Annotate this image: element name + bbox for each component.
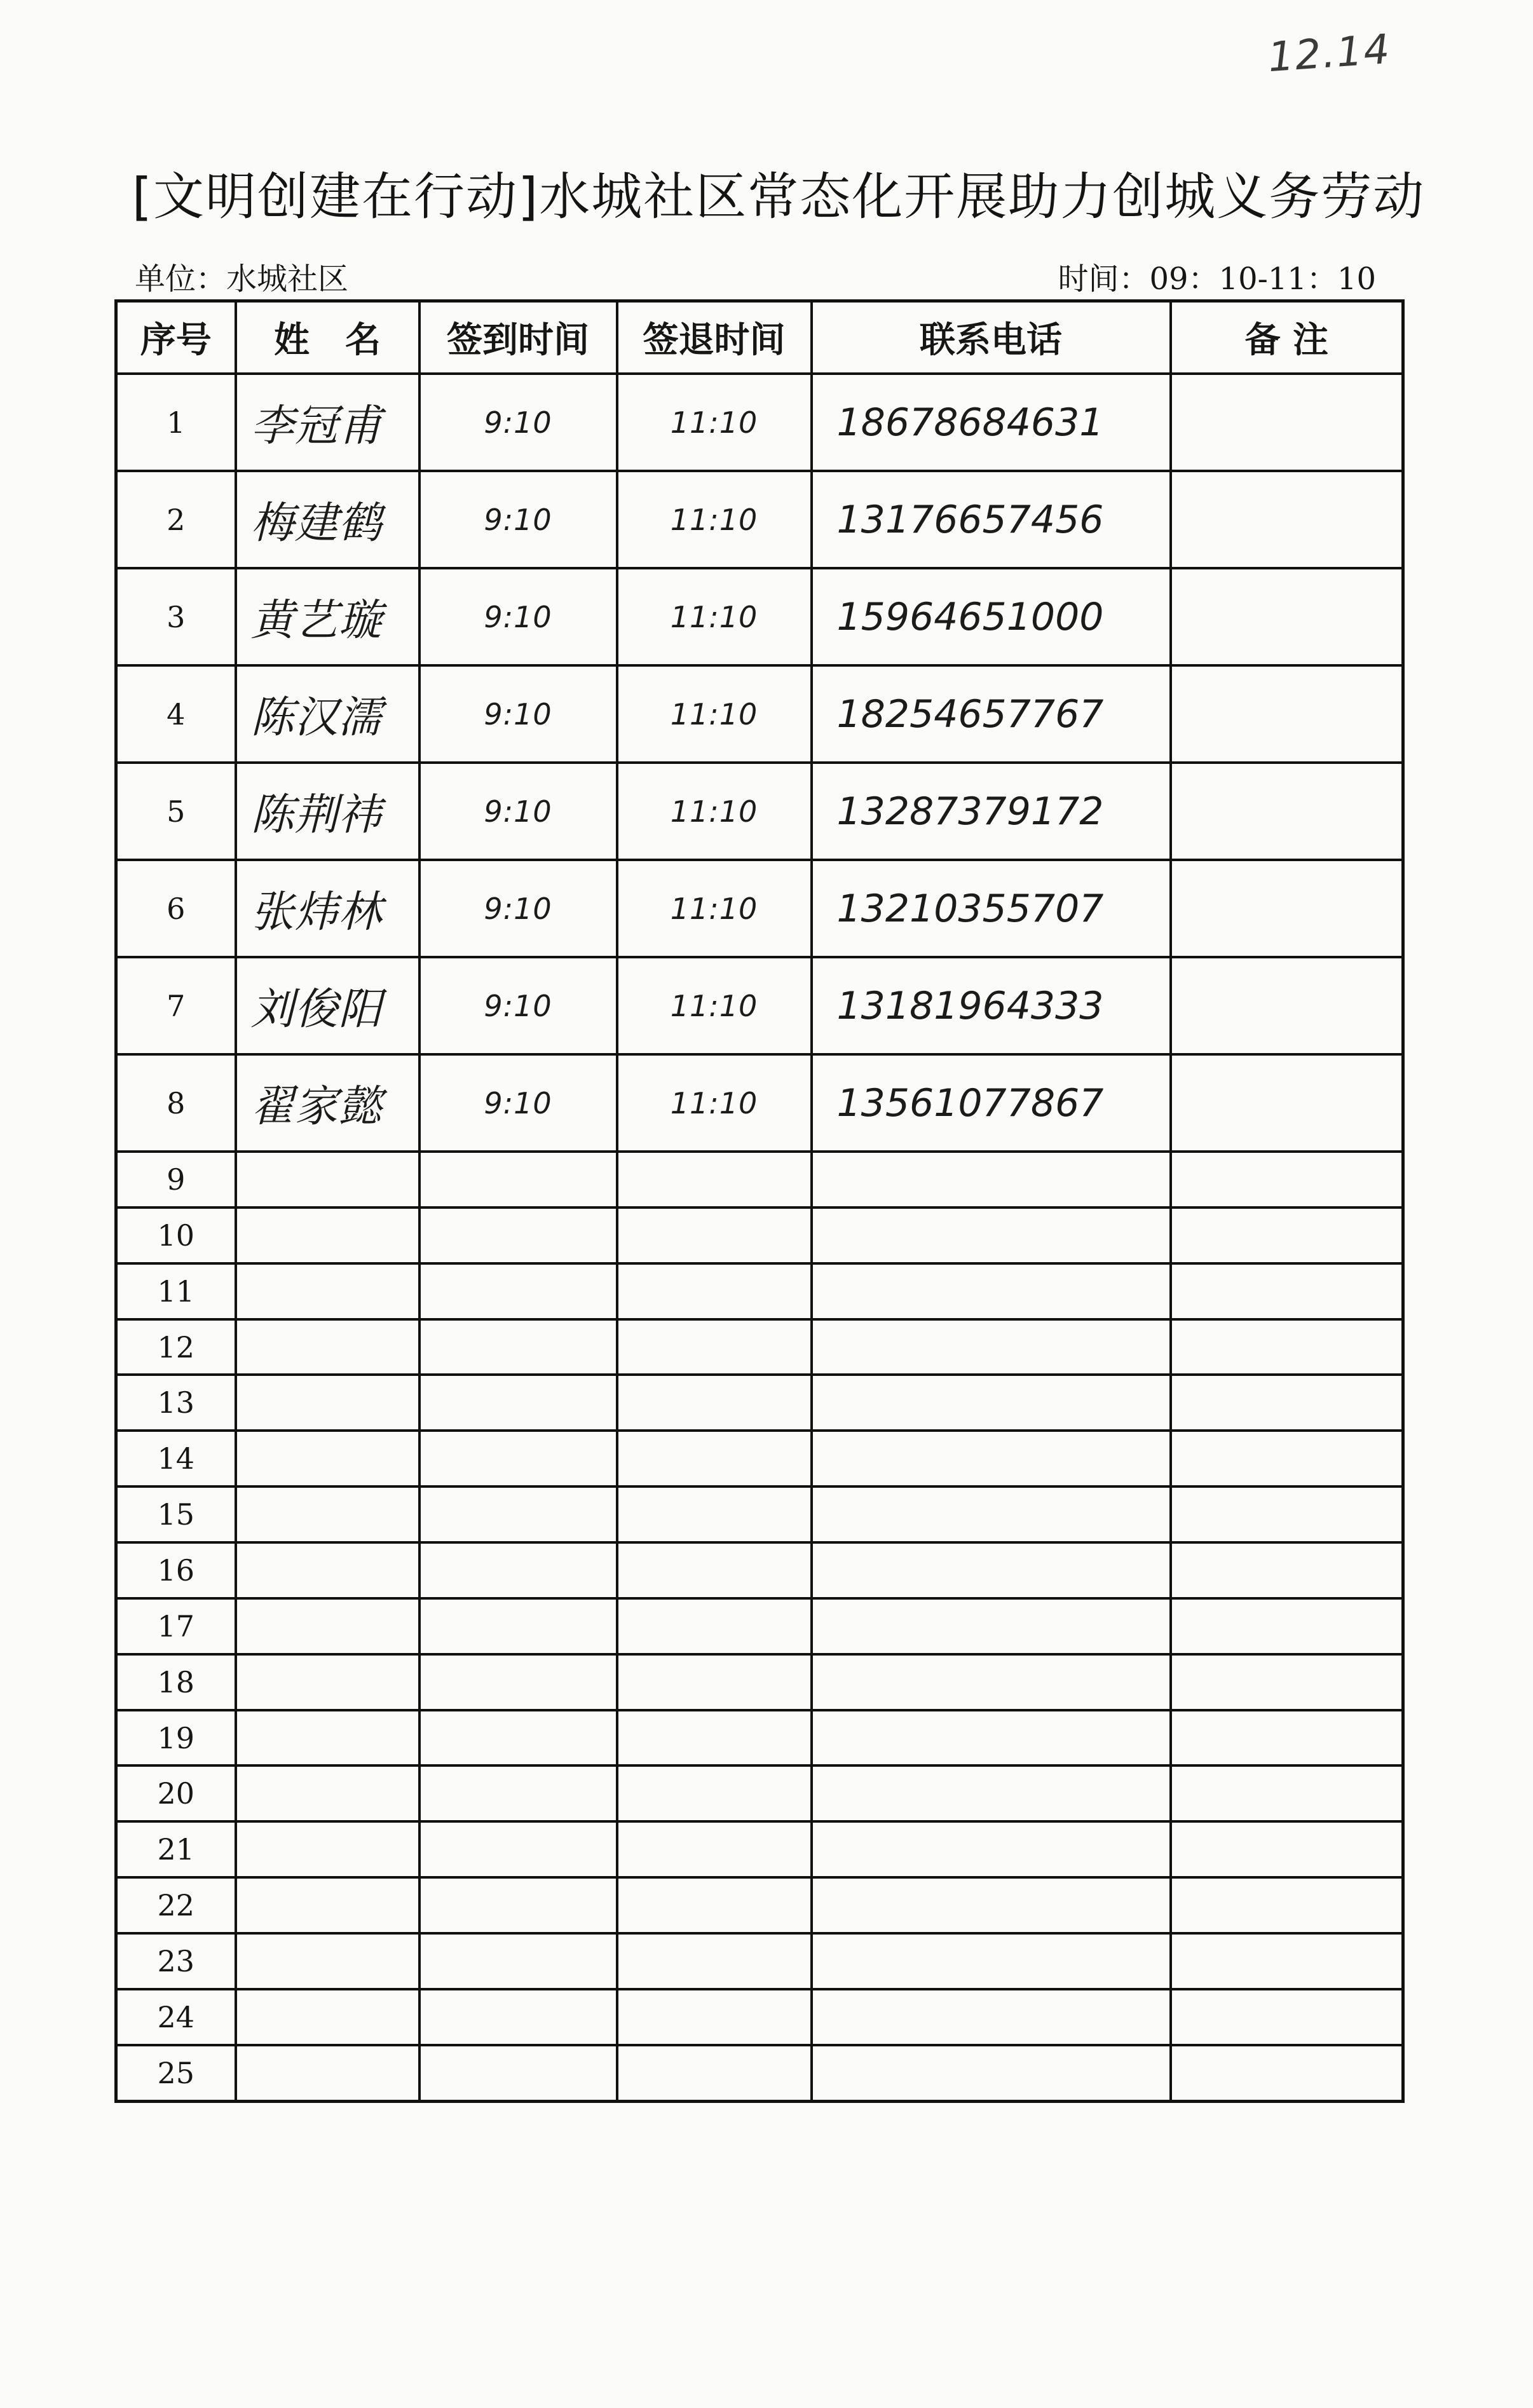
cell-phone (812, 1598, 1171, 1654)
cell-phone: 18254657767 (812, 665, 1171, 763)
cell-sign-out-time: 11:10 (617, 1054, 812, 1152)
cell-sign-in-time (419, 1152, 617, 1207)
cell-phone: 13176657456 (812, 471, 1171, 568)
cell-serial-number: 21 (116, 1821, 236, 1877)
document-title: [文明创建在行动]水城社区常态化开展助力创城义务劳动 (132, 167, 1426, 226)
cell-name: 刘俊阳 (236, 957, 419, 1054)
cell-name (236, 1263, 419, 1319)
cell-sign-in-time: 9:10 (419, 763, 617, 860)
cell-sign-out-time (617, 2045, 812, 2102)
cell-name (236, 1319, 419, 1375)
cell-note (1171, 1486, 1403, 1542)
table-row (116, 1263, 1403, 1319)
cell-sign-out-time (617, 1375, 812, 1431)
table-row (116, 1654, 1403, 1710)
cell-note (1171, 1319, 1403, 1375)
cell-sign-out-time (617, 1263, 812, 1319)
cell-sign-in-time (419, 1821, 617, 1877)
header-name: 姓 名 (236, 301, 419, 374)
cell-sign-in-time (419, 1877, 617, 1933)
cell-note (1171, 1054, 1403, 1152)
cell-phone: 13210355707 (812, 860, 1171, 957)
cell-phone (812, 1821, 1171, 1877)
table-row (116, 1152, 1403, 1207)
cell-serial-number: 1 (116, 374, 236, 471)
cell-phone (812, 2045, 1171, 2102)
table-row (116, 2045, 1403, 2102)
cell-note (1171, 1431, 1403, 1486)
cell-name: 张炜林 (236, 860, 419, 957)
cell-sign-in-time: 9:10 (419, 568, 617, 665)
cell-sign-in-time: 9:10 (419, 1054, 617, 1152)
table-row (116, 471, 1403, 568)
cell-sign-in-time (419, 1375, 617, 1431)
cell-name (236, 1710, 419, 1766)
cell-sign-out-time (617, 1710, 812, 1766)
cell-note (1171, 763, 1403, 860)
cell-sign-in-time (419, 1765, 617, 1821)
cell-name (236, 1598, 419, 1654)
cell-phone: 13561077867 (812, 1054, 1171, 1152)
cell-name: 黄艺璇 (236, 568, 419, 665)
cell-note (1171, 1263, 1403, 1319)
cell-name (236, 1431, 419, 1486)
cell-serial-number: 3 (116, 568, 236, 665)
cell-sign-out-time (617, 1207, 812, 1263)
cell-sign-out-time (617, 1152, 812, 1207)
cell-serial-number: 15 (116, 1486, 236, 1542)
cell-phone (812, 1375, 1171, 1431)
table-row (116, 860, 1403, 957)
cell-serial-number: 9 (116, 1152, 236, 1207)
table-row (116, 1933, 1403, 1989)
cell-note (1171, 374, 1403, 471)
cell-sign-out-time: 11:10 (617, 471, 812, 568)
cell-sign-in-time (419, 1207, 617, 1263)
cell-serial-number: 17 (116, 1598, 236, 1654)
cell-sign-in-time (419, 1263, 617, 1319)
cell-note (1171, 1877, 1403, 1933)
cell-serial-number: 22 (116, 1877, 236, 1933)
table-row (116, 1821, 1403, 1877)
cell-sign-out-time: 11:10 (617, 374, 812, 471)
cell-serial-number: 8 (116, 1054, 236, 1152)
cell-sign-out-time (617, 1319, 812, 1375)
cell-note (1171, 471, 1403, 568)
cell-name: 陈荆祎 (236, 763, 419, 860)
cell-serial-number: 10 (116, 1207, 236, 1263)
cell-sign-out-time: 11:10 (617, 665, 812, 763)
cell-phone (812, 1654, 1171, 1710)
cell-note (1171, 860, 1403, 957)
table-row (116, 1375, 1403, 1431)
table-row (116, 1054, 1403, 1152)
cell-name (236, 1877, 419, 1933)
cell-serial-number: 11 (116, 1263, 236, 1319)
cell-name: 陈汉濡 (236, 665, 419, 763)
cell-serial-number: 23 (116, 1933, 236, 1989)
table-row (116, 568, 1403, 665)
cell-name: 梅建鹤 (236, 471, 419, 568)
cell-name (236, 1207, 419, 1263)
cell-sign-in-time (419, 1654, 617, 1710)
cell-sign-out-time (617, 1765, 812, 1821)
cell-phone (812, 1933, 1171, 1989)
header-note: 备 注 (1171, 301, 1403, 374)
table-row (116, 1710, 1403, 1766)
cell-phone (812, 1542, 1171, 1598)
cell-sign-out-time (617, 1598, 812, 1654)
table-body (116, 374, 1403, 2102)
cell-phone (812, 1710, 1171, 1766)
cell-name (236, 1765, 419, 1821)
cell-note (1171, 1710, 1403, 1766)
cell-serial-number: 13 (116, 1375, 236, 1431)
cell-serial-number: 4 (116, 665, 236, 763)
cell-name (236, 1654, 419, 1710)
header-sign-out-time: 签退时间 (617, 301, 812, 374)
cell-phone (812, 1152, 1171, 1207)
cell-name (236, 1375, 419, 1431)
cell-sign-in-time (419, 1431, 617, 1486)
cell-sign-out-time (617, 1877, 812, 1933)
cell-serial-number: 25 (116, 2045, 236, 2102)
cell-note (1171, 1152, 1403, 1207)
cell-phone (812, 1989, 1171, 2045)
table-row (116, 1319, 1403, 1375)
cell-note (1171, 1821, 1403, 1877)
cell-serial-number: 24 (116, 1989, 236, 2045)
cell-sign-out-time: 11:10 (617, 568, 812, 665)
cell-note (1171, 1598, 1403, 1654)
cell-name (236, 1989, 419, 2045)
cell-sign-in-time (419, 1710, 617, 1766)
cell-name (236, 1152, 419, 1207)
cell-note (1171, 1933, 1403, 1989)
cell-serial-number: 16 (116, 1542, 236, 1598)
table-row (116, 1431, 1403, 1486)
cell-phone: 15964651000 (812, 568, 1171, 665)
cell-sign-in-time (419, 1319, 617, 1375)
table-row (116, 374, 1403, 471)
cell-phone (812, 1207, 1171, 1263)
cell-note (1171, 568, 1403, 665)
cell-note (1171, 1765, 1403, 1821)
cell-phone: 18678684631 (812, 374, 1171, 471)
table-header-row (116, 301, 1403, 374)
table-row (116, 665, 1403, 763)
cell-name (236, 1933, 419, 1989)
cell-sign-in-time (419, 1542, 617, 1598)
cell-phone: 13287379172 (812, 763, 1171, 860)
cell-sign-out-time (617, 1933, 812, 1989)
cell-phone (812, 1877, 1171, 1933)
table-row (116, 1542, 1403, 1598)
cell-sign-in-time: 9:10 (419, 471, 617, 568)
cell-name: 李冠甫 (236, 374, 419, 471)
cell-phone (812, 1765, 1171, 1821)
header-phone: 联系电话 (812, 301, 1171, 374)
cell-serial-number: 20 (116, 1765, 236, 1821)
cell-sign-out-time (617, 1821, 812, 1877)
cell-sign-in-time (419, 1598, 617, 1654)
cell-phone (812, 1263, 1171, 1319)
cell-sign-out-time (617, 1542, 812, 1598)
table-row (116, 763, 1403, 860)
cell-serial-number: 12 (116, 1319, 236, 1375)
table-row (116, 1207, 1403, 1263)
cell-name (236, 2045, 419, 2102)
table-row (116, 1989, 1403, 2045)
table-row (116, 1486, 1403, 1542)
cell-sign-in-time: 9:10 (419, 860, 617, 957)
cell-sign-out-time: 11:10 (617, 763, 812, 860)
cell-serial-number: 14 (116, 1431, 236, 1486)
cell-sign-out-time (617, 1486, 812, 1542)
cell-sign-out-time (617, 1989, 812, 2045)
cell-serial-number: 19 (116, 1710, 236, 1766)
cell-phone (812, 1486, 1171, 1542)
cell-sign-in-time (419, 1486, 617, 1542)
cell-note (1171, 2045, 1403, 2102)
cell-note (1171, 1542, 1403, 1598)
cell-sign-out-time: 11:10 (617, 860, 812, 957)
cell-sign-in-time (419, 1933, 617, 1989)
cell-phone (812, 1431, 1171, 1486)
header-sign-in-time: 签到时间 (419, 301, 617, 374)
cell-sign-in-time: 9:10 (419, 957, 617, 1054)
table-row (116, 1765, 1403, 1821)
cell-serial-number: 18 (116, 1654, 236, 1710)
cell-sign-in-time: 9:10 (419, 665, 617, 763)
unit-label: 单位：水城社区 (135, 261, 349, 297)
cell-name (236, 1486, 419, 1542)
cell-name (236, 1542, 419, 1598)
header-serial-number: 序号 (116, 301, 236, 374)
cell-sign-out-time: 11:10 (617, 957, 812, 1054)
cell-sign-in-time (419, 1989, 617, 2045)
cell-note (1171, 1375, 1403, 1431)
table-row (116, 1877, 1403, 1933)
cell-note (1171, 957, 1403, 1054)
handwritten-page-number: 12.14 (1266, 25, 1393, 82)
cell-serial-number: 7 (116, 957, 236, 1054)
table-row (116, 957, 1403, 1054)
cell-serial-number: 6 (116, 860, 236, 957)
cell-note (1171, 665, 1403, 763)
time-range-label: 时间：09：10-11：10 (1058, 261, 1376, 297)
cell-serial-number: 5 (116, 763, 236, 860)
cell-sign-in-time (419, 2045, 617, 2102)
cell-sign-out-time (617, 1431, 812, 1486)
cell-note (1171, 1207, 1403, 1263)
cell-note (1171, 1989, 1403, 2045)
table-row (116, 1598, 1403, 1654)
cell-name (236, 1821, 419, 1877)
cell-serial-number: 2 (116, 471, 236, 568)
cell-sign-in-time: 9:10 (419, 374, 617, 471)
cell-phone (812, 1319, 1171, 1375)
cell-sign-out-time (617, 1654, 812, 1710)
cell-phone: 13181964333 (812, 957, 1171, 1054)
cell-name: 翟家懿 (236, 1054, 419, 1152)
cell-note (1171, 1654, 1403, 1710)
sign-in-table (114, 299, 1405, 2103)
